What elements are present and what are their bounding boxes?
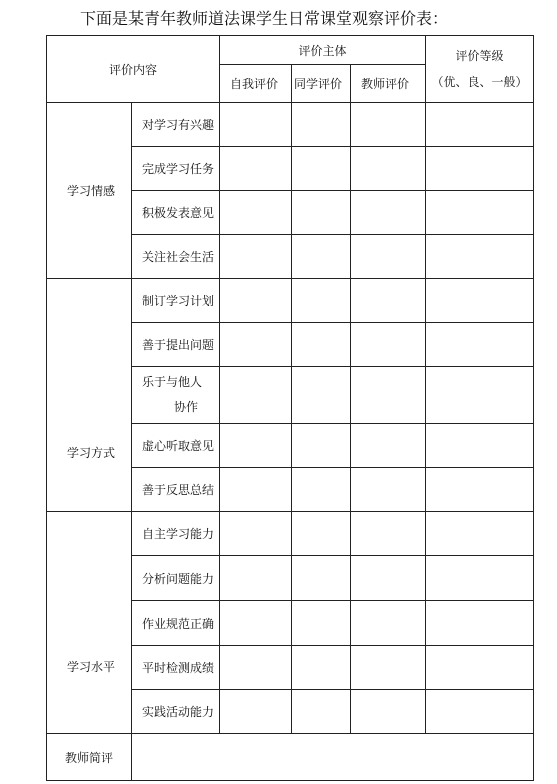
header-teacher: 教师评价 bbox=[351, 65, 426, 103]
item-line-1: 乐于与他人 bbox=[142, 375, 203, 389]
peer-eval-cell[interactable] bbox=[292, 279, 351, 323]
item-cell-wrapped bbox=[132, 367, 220, 424]
grade-cell[interactable] bbox=[426, 468, 534, 512]
peer-eval-cell[interactable] bbox=[292, 367, 351, 424]
page-title: 下面是某青年教师道法课学生日常课堂观察评价表： bbox=[80, 9, 449, 28]
grade-cell[interactable] bbox=[426, 235, 534, 279]
item-cell: 善于反思总结 bbox=[132, 468, 220, 512]
teacher-comment-label: 教师简评 bbox=[47, 734, 132, 781]
item-line-2: 协作 bbox=[174, 400, 199, 414]
teacher-eval-cell[interactable] bbox=[351, 424, 426, 468]
category-cell: 学习情感 bbox=[47, 103, 132, 279]
item-cell: 分析问题能力 bbox=[132, 556, 220, 601]
self-eval-cell[interactable] bbox=[220, 279, 292, 323]
teacher-eval-cell[interactable] bbox=[351, 468, 426, 512]
item-cell: 虚心听取意见 bbox=[132, 424, 220, 468]
grade-cell[interactable] bbox=[426, 601, 534, 646]
evaluation-table bbox=[46, 35, 534, 781]
grade-cell[interactable] bbox=[426, 556, 534, 601]
header-self: 自我评价 bbox=[220, 65, 292, 103]
teacher-eval-cell[interactable] bbox=[351, 103, 426, 147]
grade-label: 评价等级 bbox=[455, 49, 504, 63]
peer-eval-cell[interactable] bbox=[292, 556, 351, 601]
teacher-comment-field[interactable] bbox=[132, 734, 534, 781]
self-eval-cell[interactable] bbox=[220, 235, 292, 279]
grade-cell[interactable] bbox=[426, 279, 534, 323]
self-eval-cell[interactable] bbox=[220, 103, 292, 147]
peer-eval-cell[interactable] bbox=[292, 235, 351, 279]
evaluation-table-wrapper bbox=[46, 35, 534, 781]
teacher-eval-cell[interactable] bbox=[351, 646, 426, 690]
self-eval-cell[interactable] bbox=[220, 468, 292, 512]
teacher-eval-cell[interactable] bbox=[351, 235, 426, 279]
item-cell: 作业规范正确 bbox=[132, 601, 220, 646]
teacher-eval-cell[interactable] bbox=[351, 690, 426, 734]
peer-eval-cell[interactable] bbox=[292, 690, 351, 734]
grade-cell[interactable] bbox=[426, 103, 534, 147]
peer-eval-cell[interactable] bbox=[292, 424, 351, 468]
self-eval-cell[interactable] bbox=[220, 601, 292, 646]
teacher-eval-cell[interactable] bbox=[351, 191, 426, 235]
grade-cell[interactable] bbox=[426, 690, 534, 734]
grade-cell[interactable] bbox=[426, 512, 534, 556]
header-subject: 评价主体 bbox=[220, 36, 426, 65]
teacher-eval-cell[interactable] bbox=[351, 556, 426, 601]
teacher-eval-cell[interactable] bbox=[351, 279, 426, 323]
item-cell: 完成学习任务 bbox=[132, 147, 220, 191]
category-cell: 学习方式 bbox=[47, 279, 132, 512]
header-peer: 同学评价 bbox=[292, 65, 351, 103]
item-cell: 平时检测成绩 bbox=[132, 646, 220, 690]
self-eval-cell[interactable] bbox=[220, 367, 292, 424]
category-cell: 学习水平 bbox=[47, 512, 132, 734]
self-eval-cell[interactable] bbox=[220, 147, 292, 191]
header-content: 评价内容 bbox=[47, 36, 220, 103]
item-cell: 关注社会生活 bbox=[132, 235, 220, 279]
grade-cell[interactable] bbox=[426, 367, 534, 424]
grade-cell[interactable] bbox=[426, 424, 534, 468]
grade-options: （优、良、一般） bbox=[431, 75, 528, 89]
teacher-eval-cell[interactable] bbox=[351, 367, 426, 424]
grade-cell[interactable] bbox=[426, 191, 534, 235]
header-grade bbox=[426, 36, 534, 103]
self-eval-cell[interactable] bbox=[220, 690, 292, 734]
peer-eval-cell[interactable] bbox=[292, 646, 351, 690]
self-eval-cell[interactable] bbox=[220, 424, 292, 468]
item-cell: 善于提出问题 bbox=[132, 323, 220, 367]
teacher-eval-cell[interactable] bbox=[351, 147, 426, 191]
self-eval-cell[interactable] bbox=[220, 191, 292, 235]
peer-eval-cell[interactable] bbox=[292, 323, 351, 367]
item-cell: 自主学习能力 bbox=[132, 512, 220, 556]
self-eval-cell[interactable] bbox=[220, 323, 292, 367]
self-eval-cell[interactable] bbox=[220, 556, 292, 601]
peer-eval-cell[interactable] bbox=[292, 191, 351, 235]
peer-eval-cell[interactable] bbox=[292, 601, 351, 646]
self-eval-cell[interactable] bbox=[220, 646, 292, 690]
peer-eval-cell[interactable] bbox=[292, 512, 351, 556]
teacher-eval-cell[interactable] bbox=[351, 512, 426, 556]
grade-cell[interactable] bbox=[426, 646, 534, 690]
teacher-eval-cell[interactable] bbox=[351, 601, 426, 646]
peer-eval-cell[interactable] bbox=[292, 468, 351, 512]
teacher-eval-cell[interactable] bbox=[351, 323, 426, 367]
item-cell: 制订学习计划 bbox=[132, 279, 220, 323]
grade-cell[interactable] bbox=[426, 147, 534, 191]
item-cell: 实践活动能力 bbox=[132, 690, 220, 734]
peer-eval-cell[interactable] bbox=[292, 147, 351, 191]
self-eval-cell[interactable] bbox=[220, 512, 292, 556]
peer-eval-cell[interactable] bbox=[292, 103, 351, 147]
grade-cell[interactable] bbox=[426, 323, 534, 367]
item-cell: 积极发表意见 bbox=[132, 191, 220, 235]
item-cell: 对学习有兴趣 bbox=[132, 103, 220, 147]
